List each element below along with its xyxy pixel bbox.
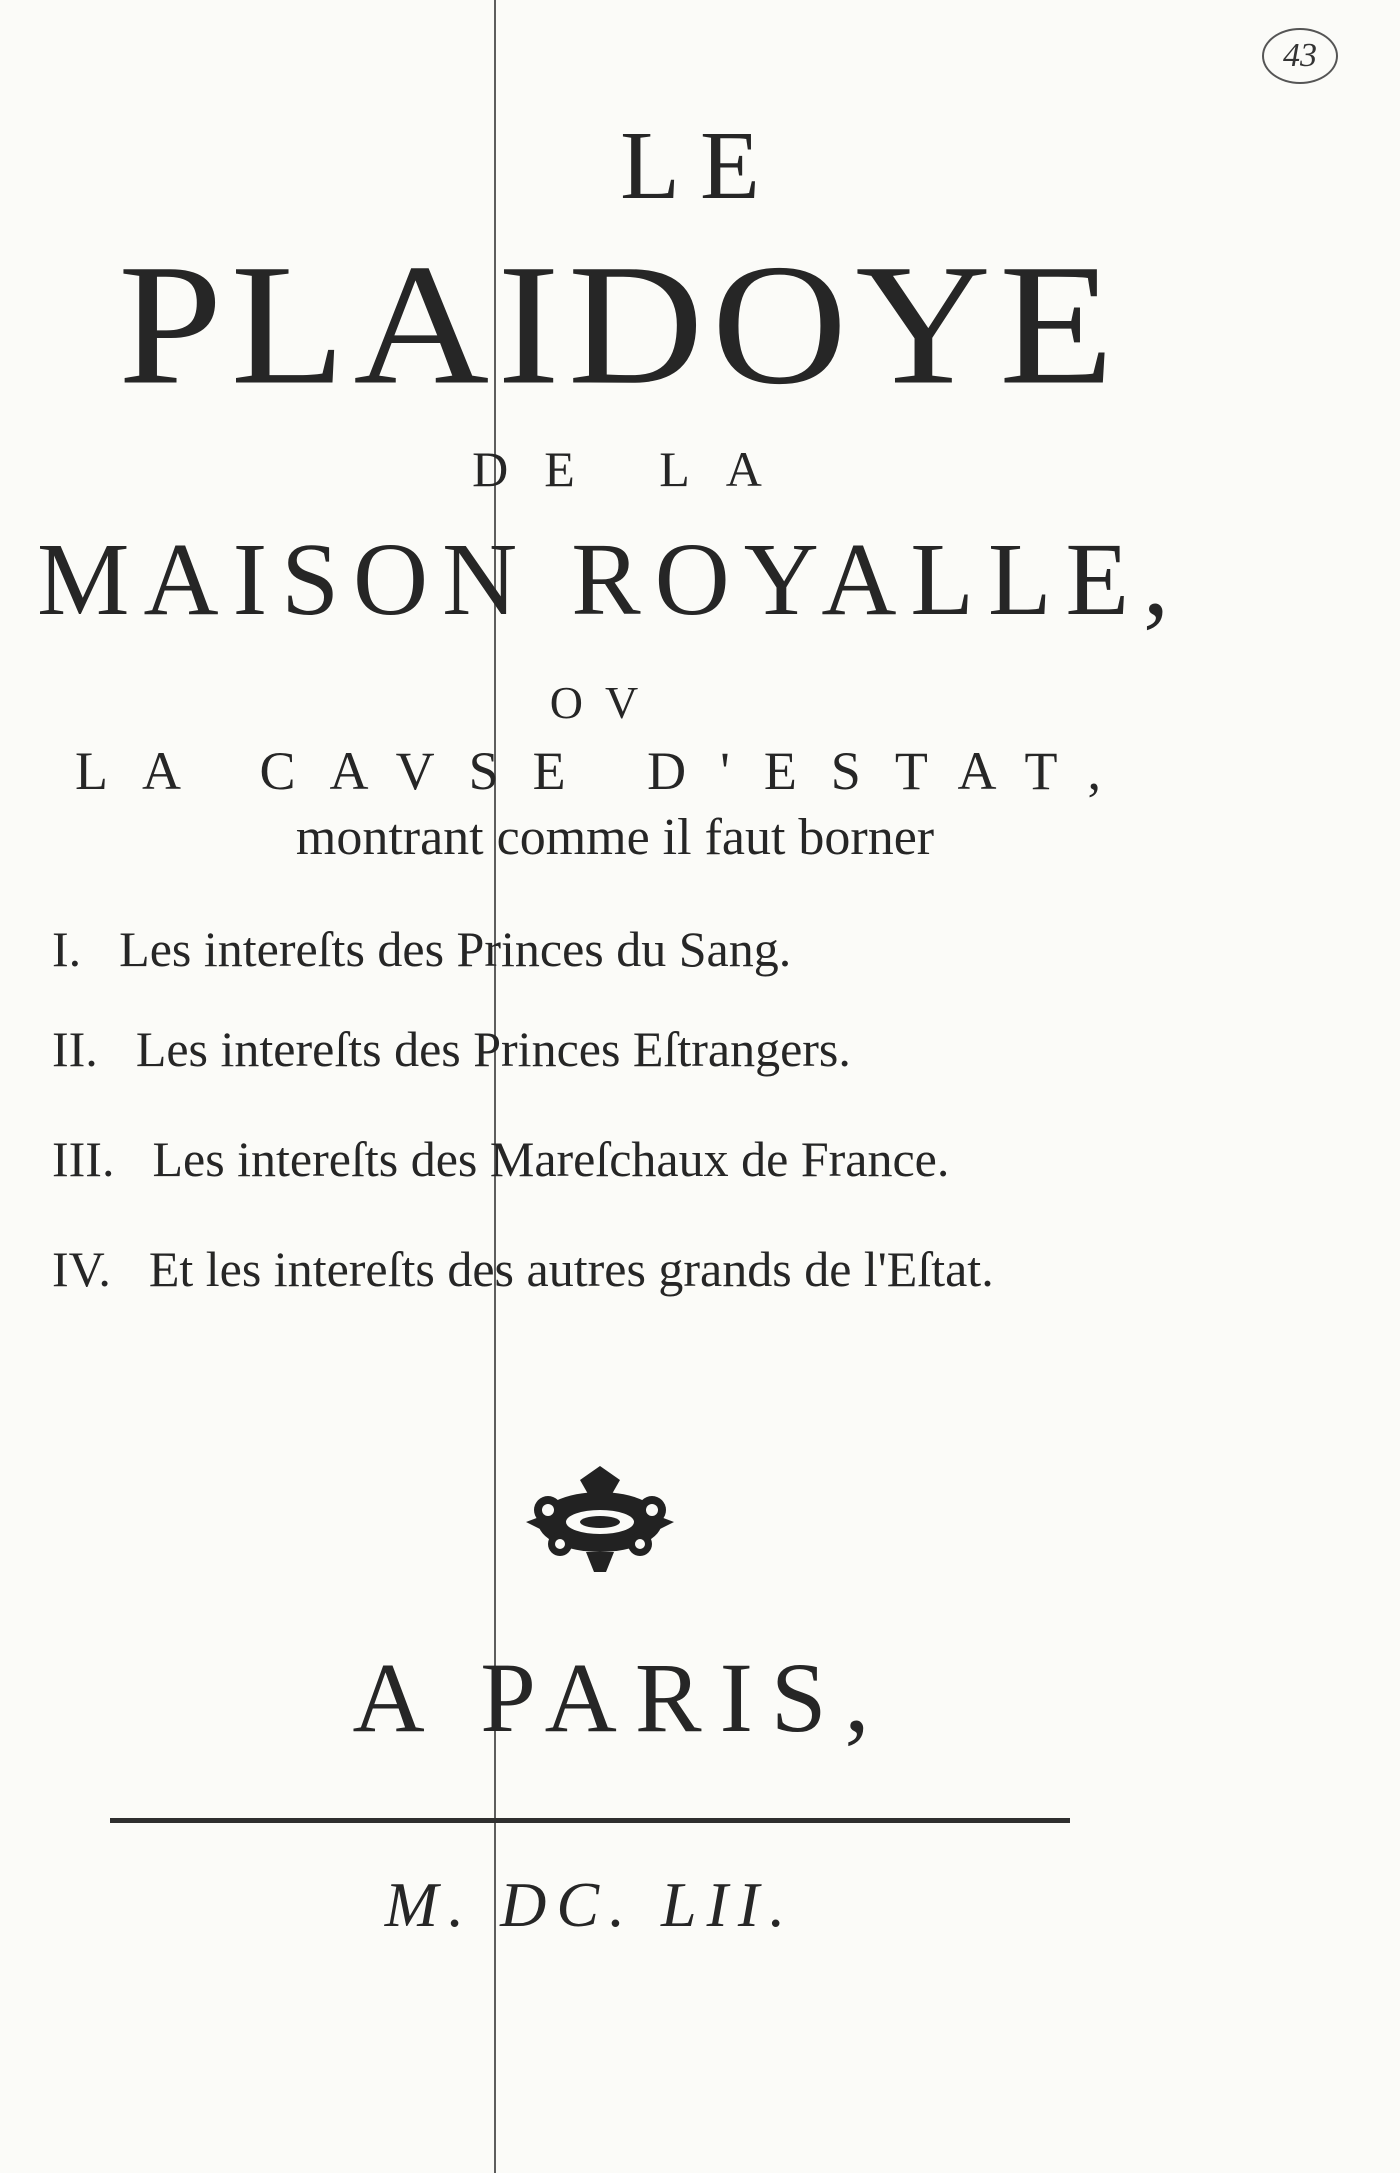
imprint-date: M. DC. LII. (384, 1869, 796, 1940)
interest-item-2 (52, 1020, 851, 1078)
interest-item-1 (52, 920, 791, 978)
interest-text: Les intereſts des Mareſchaux de France. (152, 1131, 950, 1187)
title-plaidoye: PLAIDOYE (118, 227, 1122, 421)
subtitle-montrant: montrant comme il faut borner (295, 809, 935, 866)
title-maison-royalle: MAISON ROYALLE, (37, 522, 1183, 637)
interest-text: Et les intereſts des autres grands de l'Eſtat. (148, 1241, 994, 1297)
interest-number: IV. (52, 1241, 111, 1297)
interest-number: I. (52, 921, 82, 977)
interest-text: Les intereſts des Princes du Sang. (119, 921, 792, 977)
archive-number-stamp: 43 (1262, 28, 1338, 84)
interest-item-4 (52, 1240, 994, 1298)
title-le: LE (620, 112, 780, 220)
title-ou: OV (549, 677, 661, 728)
interest-item-3 (52, 1130, 949, 1188)
title-cause-destat: LA CAVSE D'ESTAT, (75, 741, 1135, 801)
imprint-place: A PARIS, (352, 1642, 888, 1753)
interest-number: II. (52, 1021, 98, 1077)
title-de-la: DE LA (472, 441, 798, 497)
fleuron-ornament-icon (520, 1460, 680, 1580)
imprint-divider (110, 1818, 1070, 1823)
interest-number: III. (52, 1131, 115, 1187)
interest-text: Les intereſts des Princes Eſtrangers. (135, 1021, 851, 1077)
